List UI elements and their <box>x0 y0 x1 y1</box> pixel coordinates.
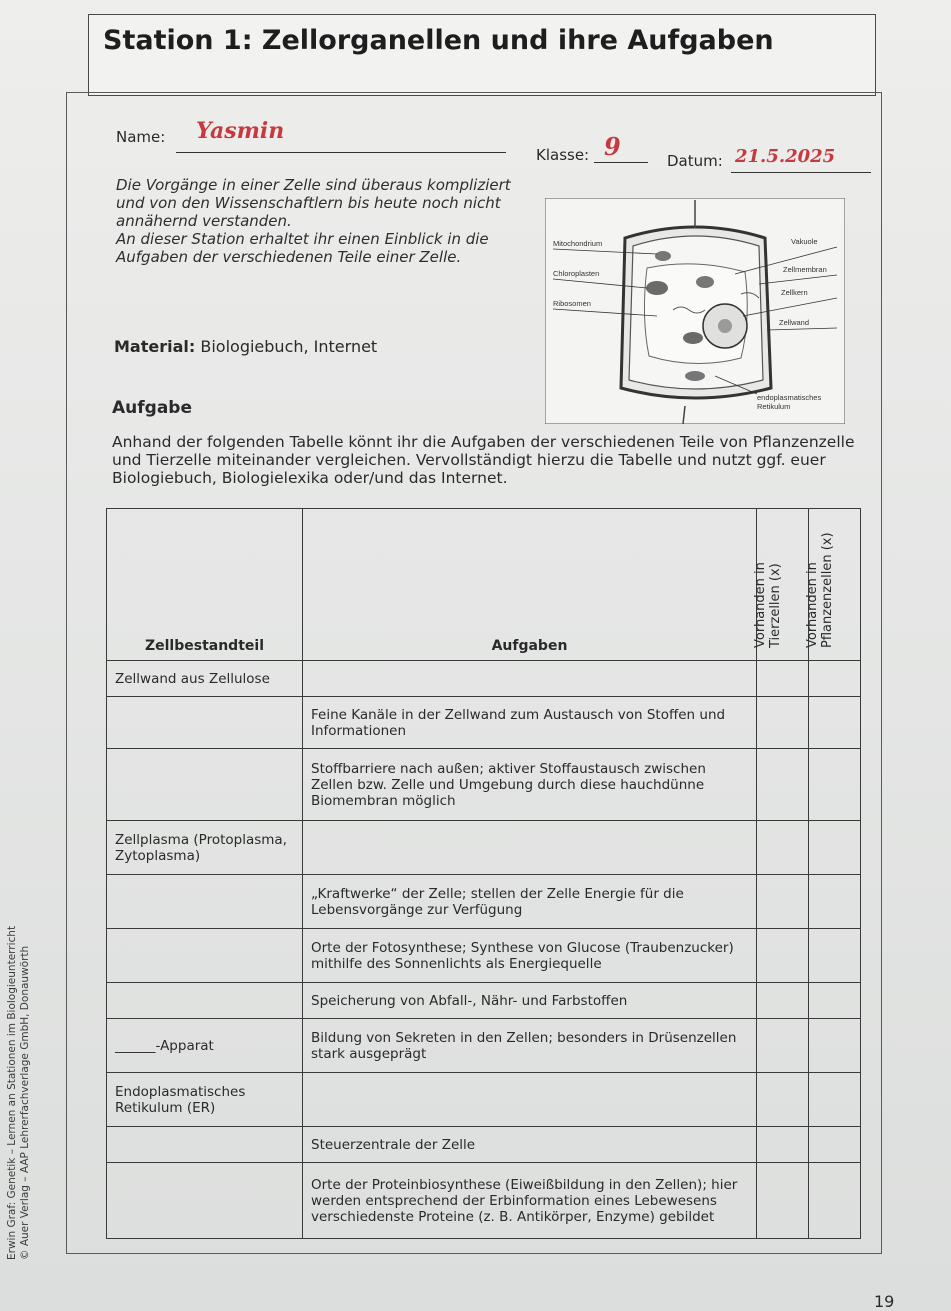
table-row <box>107 1127 861 1163</box>
cell-plant-check[interactable] <box>809 821 861 875</box>
table-header-row <box>107 509 861 661</box>
cell-part[interactable]: Zellplasma (Protoplasma, Zytoplasma) <box>107 821 303 875</box>
table-row <box>107 821 861 875</box>
cell-task[interactable] <box>303 821 757 875</box>
plant-cell-illustration <box>545 198 845 424</box>
publisher-credit <box>6 900 32 1260</box>
cell-task[interactable]: Speicherung von Abfall-, Nähr- und Farbstoffen <box>303 983 757 1019</box>
cell-plant-check[interactable] <box>809 749 861 821</box>
table-row <box>107 929 861 983</box>
page-title: Station 1: Zellorganellen und ihre Aufgaben <box>103 25 774 56</box>
cell-animal-check[interactable] <box>757 1073 809 1127</box>
cell-task[interactable]: Bildung von Sekreten in den Zellen; besonders in Drüsenzellen stark ausgeprägt <box>303 1019 757 1073</box>
name-label: Name: <box>116 128 166 146</box>
label-zellwand: Zellwand <box>779 318 810 327</box>
label-zellmembran: Zellmembran <box>783 265 827 274</box>
task-heading: Aufgabe <box>112 398 192 418</box>
cell-task[interactable]: Feine Kanäle in der Zellwand zum Austausch von Stoffen und Informationen <box>303 697 757 749</box>
cell-task[interactable] <box>303 661 757 697</box>
title-box <box>88 14 876 96</box>
cell-plant-check[interactable] <box>809 1127 861 1163</box>
header-plant-line-1: Vorhanden in <box>804 562 820 648</box>
header-plant-line-2: Pflanzenzellen (x) <box>819 532 835 648</box>
cell-animal-check[interactable] <box>757 821 809 875</box>
cell-task[interactable]: Orte der Proteinbiosynthese (Eiweißbildung in den Zellen); hier werden entsprechend der Erbinformation eines Lebewesens verschiedenste Proteine (z. B. Antikörper, Enzyme) gebildet <box>303 1163 757 1239</box>
cell-plant-check[interactable] <box>809 697 861 749</box>
header-animal <box>752 509 809 661</box>
table-row <box>107 749 861 821</box>
cell-animal-check[interactable] <box>757 1163 809 1239</box>
header-plant <box>804 509 861 661</box>
table-row <box>107 875 861 929</box>
class-value[interactable]: 9 <box>604 132 621 161</box>
cell-animal-check[interactable] <box>757 983 809 1019</box>
header-animal-text <box>753 518 783 648</box>
header-task: Aufgaben <box>303 509 757 661</box>
intro-paragraph-1: Die Vorgänge in einer Zelle sind überaus kompliziert und von den Wissenschaftlern bis heute noch nicht annähernd verstanden. <box>116 176 511 230</box>
label-chloroplasten: Chloroplasten <box>553 269 600 278</box>
table-row <box>107 1073 861 1127</box>
cell-plant-check[interactable] <box>809 983 861 1019</box>
date-line <box>731 172 871 173</box>
table-row <box>107 697 861 749</box>
table-row <box>107 1163 861 1239</box>
cell-animal-check[interactable] <box>757 1019 809 1073</box>
material-label: Material: <box>114 337 196 356</box>
cell-task[interactable]: Orte der Fotosynthese; Synthese von Glucose (Traubenzucker) mithilfe des Sonnenlichts als Energiequelle <box>303 929 757 983</box>
mitochondrion-2 <box>685 371 705 381</box>
page-number: 19 <box>874 1292 895 1311</box>
class-label: Klasse: <box>536 146 590 164</box>
label-ribosomen: Ribosomen <box>553 299 591 308</box>
table-row <box>107 661 861 697</box>
material-text: Biologiebuch, Internet <box>200 337 378 356</box>
mitochondrion-1 <box>696 276 714 288</box>
cell-part[interactable] <box>107 929 303 983</box>
cell-plant-check[interactable] <box>809 661 861 697</box>
chloroplast-1 <box>646 281 668 295</box>
cell-part[interactable]: Zellwand aus Zellulose <box>107 661 303 697</box>
label-vakuole: Vakuole <box>791 237 818 246</box>
cell-plant-check[interactable] <box>809 1163 861 1239</box>
cell-part[interactable]: Endoplasmatisches Retikulum (ER) <box>107 1073 303 1127</box>
cell-plant-check[interactable] <box>809 1073 861 1127</box>
cell-task[interactable]: Stoffbarriere nach außen; aktiver Stoffaustausch zwischen Zellen bzw. Zelle und Umgebung durch diese hauchdünne Biomembran möglich <box>303 749 757 821</box>
cell-part[interactable] <box>107 1163 303 1239</box>
credit-line-2: © Auer Verlag – AAP Lehrerfachverlage GmbH, Donauwörth <box>19 945 31 1260</box>
cell-part[interactable] <box>107 983 303 1019</box>
name-value[interactable]: Yasmin <box>196 118 285 144</box>
nucleolus-shape <box>718 319 732 333</box>
cell-plant-check[interactable] <box>809 875 861 929</box>
cell-animal-check[interactable] <box>757 929 809 983</box>
cell-animal-check[interactable] <box>757 1127 809 1163</box>
intro-text <box>116 176 526 266</box>
header-part: Zellbestandteil <box>107 509 303 661</box>
cell-task[interactable]: „Kraftwerke“ der Zelle; stellen der Zelle Energie für die Lebensvorgänge zur Verfügung <box>303 875 757 929</box>
label-er-1: endoplasmatisches <box>757 393 822 402</box>
label-er-2: Retikulum <box>757 402 791 411</box>
mitochondrion-3 <box>655 251 671 261</box>
label-zellkern: Zellkern <box>781 288 808 297</box>
intro-paragraph-2: An dieser Station erhaltet ihr einen Einblick in die Aufgaben der verschiedenen Teile einer Zelle. <box>116 230 489 266</box>
class-line <box>594 162 648 163</box>
table-row <box>107 983 861 1019</box>
organelle-table <box>106 508 861 1239</box>
chloroplast-2 <box>683 332 703 344</box>
cell-task[interactable]: Steuerzentrale der Zelle <box>303 1127 757 1163</box>
cell-plant-check[interactable] <box>809 929 861 983</box>
header-animal-line-1: Vorhanden in <box>752 562 768 648</box>
credit-line-1: Erwin Graf: Genetik – Lernen an Stationen im Biologieunterricht <box>6 925 18 1260</box>
cell-task[interactable] <box>303 1073 757 1127</box>
cell-animal-check[interactable] <box>757 697 809 749</box>
cell-animal-check[interactable] <box>757 749 809 821</box>
cell-part[interactable]: ______-Apparat <box>107 1019 303 1073</box>
cell-part[interactable] <box>107 875 303 929</box>
date-label: Datum: <box>667 152 723 170</box>
plant-cell-diagram <box>545 198 845 424</box>
cell-part[interactable] <box>107 697 303 749</box>
cell-animal-check[interactable] <box>757 661 809 697</box>
name-line <box>176 152 506 153</box>
table-row <box>107 1019 861 1073</box>
cell-animal-check[interactable] <box>757 875 809 929</box>
cell-plant-check[interactable] <box>809 1019 861 1073</box>
cell-part[interactable] <box>107 749 303 821</box>
header-plant-text <box>805 518 835 648</box>
date-value[interactable]: 21.5.2025 <box>735 146 836 167</box>
material-line <box>114 337 377 356</box>
label-mitochondrium: Mitochondrium <box>553 239 603 248</box>
task-text: Anhand der folgenden Tabelle könnt ihr die Aufgaben der verschiedenen Teile von Pflanzenzelle und Tierzelle miteinander vergleichen. Vervollständigt hierzu die Tabelle und nutzt ggf. euer Biologiebuch, Biologielexika oder/und das Internet. <box>112 433 855 487</box>
cell-part[interactable] <box>107 1127 303 1163</box>
header-animal-line-2: Tierzellen (x) <box>767 563 783 648</box>
